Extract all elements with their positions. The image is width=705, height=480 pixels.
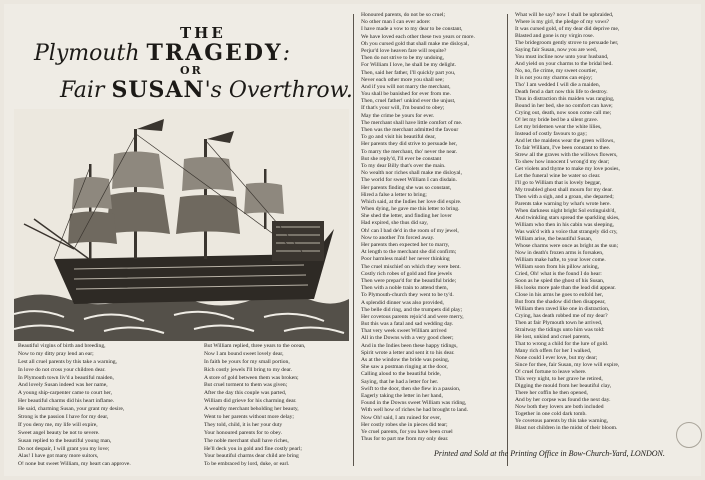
column-rule-left xyxy=(353,14,354,466)
verse-column-4: What will he say? now I shall be upbraided, Where is my girl, the pledge of my vows? It was cursed gold, of my dear did deprive me, Blasted and gone is my virgin rose. The bridegroom gently strove to persuade her, Saying fair Susan, now you are wed, You must incline now unto your husband, And yield on your charms to the bridal bed. No, no, fie crime, my sweet courtier, It is not you my charms can enjoy; Tho' I am wedded I will die a maiden, Death fend a dart now this life to destroy. Thus in distraction this maiden was ranging, Bound in her bed, she no comfort can have; Crying out, death, now soon come call me; O! let my bride bed be a silent grave. Let my bridemen wear the white lilies, Instead of costly favours to gay; And let the maidens wear the green willows, To fair William, I've been constant to thee. Strew all the graves with the willows flowers, To shew how innocent I wrong'd my dear; Get violets and thyme to make my love posies, Let the funeral wine be water so clear. I'll go to William that is lovely beggar, My troubled ghost shall mourn for my dear. Then with a sigh, and a groan, she departed; Parents take warning by what's wrote here. When darkness night bright Sol extinguish'd, And twinkling stars spread the sparkling skies, William who then in his cabin was sleeping, Was wak'd with a voice that strangely did cry, William arise, the beautiful Susan, Whose charms were once as bright as the sun; Now in death's frozen arms is forsaken, William make hafte, to your lover come. William soon from his pillow arising, Cried, Oh! what is the found I do hear: Soon as he spied the ghost of his Susan, His looks more pale than the lead did appear. Close in his arms he goes to enfold her, But from the shadow did then disappear, William then raved like one in distraction, Crying, has death robbed me of my dear? Then at fair Plymouth town he arrived, Straitway the tidings unto him was told: He lost, unkind and cruel parents, That to wrong a child for the lure of gold. Many rich offers for her I walked, None could I ever love, but my dear; Since for thee, fair Susan, my love will expire, O! cruel fortune to leave where. This very night, to her grave he retired, Digging the mould from her beautiful clay, There her coffin he then opened, And by her corpse was found the next day. Now both they lovers are both included Together in one cold dark tomb. Ye covetous parents by this take warning, Blast not children in the midst of their bloom. xyxy=(515,12,620,431)
title-the: THE xyxy=(180,24,226,42)
title-or: OR xyxy=(180,64,203,77)
broadside-sheet xyxy=(4,4,701,476)
printer-imprint: Printed and Sold at the Printing Office in Bow-Church-Yard, LONDON. xyxy=(434,449,665,458)
verse-column-3: Honoured parents, do not be so cruel; No other man I can ever adore: I have made a vow to my dear to be constant, We have loved each other these two years or more. Oh you cursed gold that shall make me disloyal, Perjur'd love heaven fare will requite? Then do not strive to be my undoing, For William I love, he shall be my delight. Then, said her father, I'll quickly part you, Never each other more you shall see; And if you will not marry the merchant, You shall be banished for ever from me. Then, cruel father! unkind ever the unjust, If that's your will, I'm bound to obey; May the crime be yours for ever. The merchant shall have little comfort of me. Then was the merchant admitted the favour To go and visit his beautiful dear, Her parents they did strive to persuade her, To marry the merchant, tho' never the near. But she reply'd, I'll ever be constant To my dear Billy that's over the main. No wealth nor riches shall make me disloyal, The world for sweet William I can disdain. Her parents finding she was so constant, Hired a false a letter to bring; Which said, at the Indies her love did expire. When dying, he gave me this letter to bring. She shed the letter, and finding her lover Had expired, she thus did say, Oh! can I bad de'd in the room of my jewel, Now to another I'm forced away. Her parents then expected her to marry, At length to the merchant she did confirm; Poor harmless maid! her never thinking The cruel mischief on which they were bent. Costly rich robes of gold and fine jewels Then were prepar'd for the beautiful bride; Then with a noble train to attend them, To Plymouth-church they went to be ty'd. A splendid dinner was also provided, The belle did ring, and the trumpets did play; Her covetous parents rejoic'd and were merry, But this was a fatal and sad wedding day. That very week sweet William arrived All in the Downs with a very good cheer; And in the Indies been these happy tidings, Spirit wrote a letter and sent it to his dear. As at the window the bride was posing, She saw a postman ringing at the door, Calling aloud to the beautiful bride, Saying, that he had a letter for her. Swift to the door, then she flew in a passion, Eagerly taking the letter in her hand, Found in the Downs sweet William was riding, With well how of riches he had brought to land. Now Oh! said, I am ruined for ever, Her costly robes she in pieces did tear; Ye cruel parents, for you have been cruel Thus for to part me from my only dear. xyxy=(361,12,475,443)
verse-column-1: Beautiful virgins of birth and breeding, Now to my ditty pray lend an ear; Lest all cruel parents by this take a warning, In love do not cross your children dear. In Plymouth town liv'd a beautiful maiden, And lovely Susan indeed was her name, A young ship-carpenter came to court her, Her beautiful charms did his heart inflame. He said, charming Susan, your grant my desire, Strong is the passion I have for my dear, If you deny me, my life will expire, Sweet angel beauty be not to severe. Susan replied to the beautiful young man, Do not despair, I will grant you my love; Alas! I have got many more suitors, O! none but sweet William, my heart can approve. xyxy=(18,343,131,468)
library-stamp-icon xyxy=(676,422,702,448)
title-fair-susan: Fair SUSAN's Overthrow. xyxy=(60,77,353,103)
title-plymouth-tragedy: Plymouth TRAGEDY: xyxy=(34,40,291,66)
verse-column-2: But William replied, three years to the ocean, Now I am bound sweet lovely dear, In faith be yours for my small portion, Rich costly jewels I'll bring to my dear. A store of gold between them was broken; But cruel torment to them was given; After the day this couple was parted, William did grieve for his charming dear. A wealthy merchant beholding her beauty, Went to her parents without more delay; They told, child, it is her your duty Your honoured parents for to obey. The noble merchant shall have riches, He'll deck you in gold and fine costly pearl; Your beautiful charms dear child are bring To be embraced by lord, duke, or earl. xyxy=(204,343,306,468)
column-rule-right xyxy=(507,14,508,466)
ship-woodcut-illustration xyxy=(14,109,349,341)
